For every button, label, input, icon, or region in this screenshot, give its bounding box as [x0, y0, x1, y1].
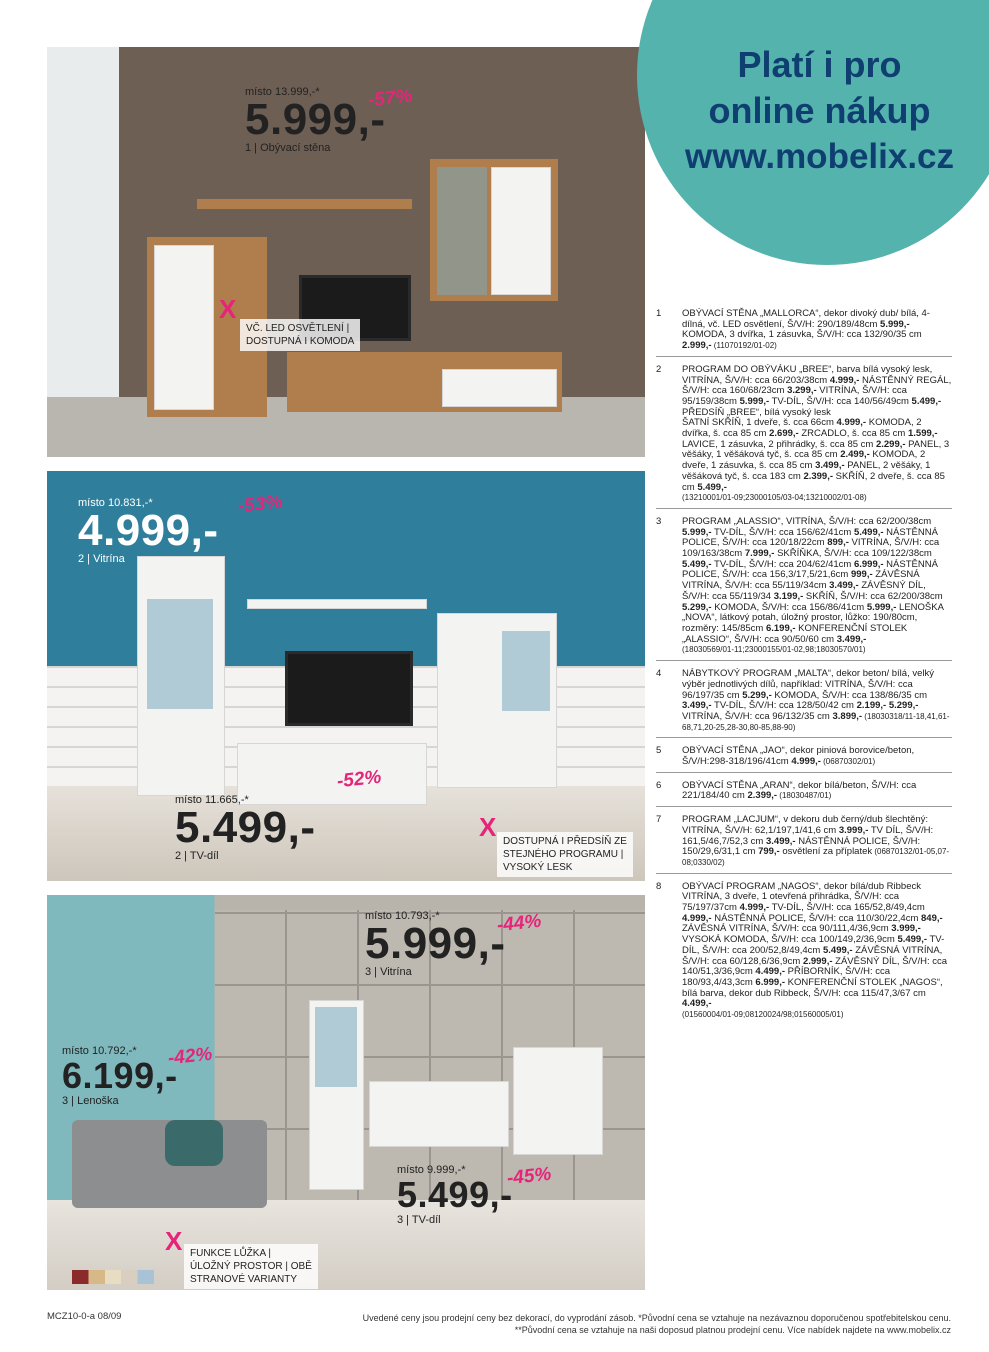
product-code: (18030569/01-11;23000155/01-02,98;18030570/01) — [682, 645, 866, 655]
text: TV-DÍL, Š/V/H: cca 200/52,8/49,4cm — [682, 934, 945, 956]
sale-price: 4.999,- — [78, 506, 219, 555]
discount-badge: -57% — [366, 85, 414, 112]
product-number: 4 — [656, 668, 662, 680]
feature-line: DOSTUPNÁ I KOMODA — [246, 336, 355, 347]
price: 5.299,- — [888, 700, 919, 712]
price: 7.999,- — [744, 548, 775, 560]
disclaimer-line-1: Uvedené ceny jsou prodejní ceny bez dekorací, do vyprodání zásob. *Původní cena se vztahuje na nezávaznou doporučenou spotřebitelskou cenu. — [362, 1313, 951, 1323]
text: KOMODA, 2 dveře, 1 zásuvka, š. cca 85 cm — [682, 449, 926, 472]
text: KONFERENČNÍ STOLEK „NAGOS“, bílá barva, dekor dub Ribbeck, Š/V/H: cca 115/47,3/67 cm — [682, 976, 943, 999]
text: PŘÍBORNÍK, Š/V/H: cca 180/93,4/43,3cm — [682, 966, 891, 988]
text: ZÁVĚSNÝ DÍL, Š/V/H: cca 140/51,3/36,9cm — [682, 955, 948, 978]
product-code: (06870302/01) — [820, 757, 876, 767]
product-number: 1 — [656, 308, 662, 319]
price: 899,- — [827, 537, 849, 549]
tv-screen — [285, 651, 413, 726]
color-swatches — [72, 1270, 154, 1284]
text: VITRÍNA, Š/V/H: cca 96/132/35 cm — [682, 710, 833, 722]
price: 5.299,- — [742, 689, 772, 701]
product-code: (18030487/01) — [777, 791, 832, 801]
text: PANEL, 3 věšáky, 1 věšáková tyč, š. cca 85 cm — [682, 438, 950, 461]
price: 3.499,- — [682, 700, 712, 712]
price-block-2 — [78, 497, 218, 565]
price: 3.499,- — [829, 580, 859, 592]
discount-badge: -42% — [166, 1043, 214, 1070]
product-item — [656, 306, 952, 357]
text: VITRÍNA, Š/V/H: 62,1/197,1/41,6 cm — [682, 824, 839, 836]
price-block-4 — [365, 910, 505, 978]
original-price: místo 9.999,-* — [397, 1164, 466, 1176]
sale-price: 5.999,- — [365, 919, 506, 968]
cabinet-door — [154, 245, 214, 410]
price: 3.199,- — [773, 590, 804, 602]
original-price: místo 13.999,-* — [245, 86, 320, 98]
discount-badge: -45% — [505, 1163, 553, 1190]
product-item — [656, 778, 952, 807]
product-label: 3 | Vitrína — [365, 966, 412, 978]
price: 5.499,- — [911, 395, 942, 407]
product-item — [656, 812, 952, 874]
product-description — [682, 309, 952, 352]
product-number: 2 — [656, 363, 662, 375]
text: TV-DÍL, Š/V/H: cca 128/50/42 cm — [711, 700, 857, 712]
text: KOMODA, 2 dvířka, š. cca 85 cm — [682, 417, 922, 440]
text: SKŘÍŇ, Š/V/H: cca 62/200/38cm — [803, 590, 943, 602]
text: PROGRAM „ALASSIO“, VITRÍNA, Š/V/H: cca 62/200/38cm — [682, 515, 932, 527]
cushion — [165, 1120, 223, 1166]
highboard — [513, 1047, 603, 1155]
glass-door — [437, 167, 487, 295]
glass-door — [147, 599, 213, 709]
text: VITRÍNA, Š/V/H: cca 109/163/38cm — [682, 537, 940, 560]
price: 1.599,- — [907, 428, 938, 440]
price: 6.999,- — [755, 976, 785, 988]
price: 2.999,- — [682, 340, 712, 352]
product-description — [682, 746, 952, 767]
product-description — [682, 882, 952, 1021]
glass-door — [502, 631, 550, 711]
discount-badge: -44% — [495, 910, 543, 937]
product-label: 3 | TV-díl — [397, 1214, 441, 1226]
footer-disclaimer — [291, 1312, 951, 1336]
price-block-6 — [397, 1164, 513, 1226]
price: 3.499,- — [836, 633, 867, 645]
text: LAVICE, 1 zásuvka, 2 přihrádky, š. cca 85 cm — [682, 438, 876, 450]
product-label: 3 | Lenoška — [62, 1095, 119, 1107]
price: 4.999,- — [791, 756, 821, 768]
price: 5.499,- — [697, 481, 727, 493]
text: LENOŠKA „NOVA“, látkový potah, úložný prostor, lůžko: 190/80cm, rozměry: 145/85cm — [682, 601, 944, 634]
original-price: místo 10.831,-* — [78, 497, 153, 509]
banner-line-2: online nákup — [708, 90, 931, 131]
text: TV-DÍL, Š/V/H: cca 156/62/41cm — [711, 526, 854, 538]
text: ZÁVĚSNÁ VITRÍNA, Š/V/H: cca 90/111,4/36,9cm — [682, 923, 892, 935]
text: PROGRAM DO OBÝVÁKU „BREE“, barva bílá vysoký lesk, VITRÍNA, Š/V/H: cca 66/203/38cm — [682, 363, 933, 386]
product-label: 2 | Vitrína — [78, 553, 125, 565]
wall-shelf — [197, 199, 412, 209]
text: PANEL, 2 věšáky, 1 věšáková tyč, š. cca 183 cm — [682, 460, 931, 482]
product-number: 3 — [656, 515, 662, 527]
product-label: 1 | Obývací stěna — [245, 142, 331, 154]
banner-line-1: Platí i pro — [737, 44, 902, 85]
text: KOMODA, Š/V/H: cca 138/86/35 cm — [771, 689, 928, 701]
product-description — [682, 517, 952, 656]
price: 4.999,- — [829, 374, 860, 386]
cabinet-door — [491, 167, 551, 295]
banner-url: www.mobelix.cz — [684, 137, 955, 176]
original-price: místo 11.665,-* — [175, 794, 249, 806]
sale-price: 6.199,- — [62, 1055, 178, 1096]
feature-line: ÚLOŽNÝ PROSTOR | OBĚ — [190, 1261, 312, 1272]
price: 5.499,- — [897, 934, 928, 946]
price: 5.499,- — [682, 558, 712, 570]
text: OBÝVACÍ STĚNA „JAO“, dekor piniová borovice/beton, Š/V/H:298-318/196/41cm — [682, 745, 915, 768]
price: 999,- — [850, 569, 873, 581]
feature-x-icon: X — [165, 1226, 183, 1256]
product-code: (06870132/01-05,07-08;0330/02) — [682, 847, 950, 867]
price: 799,- — [758, 846, 780, 858]
price: 4.499,- — [682, 998, 712, 1010]
original-price: místo 10.792,-* — [62, 1045, 137, 1057]
sale-price: 5.499,- — [175, 803, 316, 852]
wall-shelf — [247, 599, 427, 609]
price: 2.399,- — [747, 790, 778, 802]
text: OBÝVACÍ STĚNA „ARAN“, dekor bílá/beton, Š/V/H: cca 221/184/40 cm — [682, 779, 917, 802]
text: ZÁVĚSNÁ VITRÍNA, Š/V/H: cca 60/128,6/36,9cm — [682, 944, 943, 967]
price: 6.999,- — [853, 558, 884, 570]
text: PŘEDSÍŇ „BREE“, bílá vysoký lesk — [682, 406, 831, 418]
price: 2.199,- — [856, 700, 887, 712]
price: 3.299,- — [787, 385, 817, 397]
price: 2.299,- — [875, 438, 906, 450]
text: TV DÍL, Š/V/H: 161,5/46,7/52,3 cm — [682, 824, 934, 847]
text: ZRCADLO, š. cca 85 cm — [798, 428, 908, 440]
catalog-code: MCZ10-0-a 08/09 — [47, 1311, 122, 1322]
text: TV-DÍL, Š/V/H: cca 165/52,8/49,4cm — [769, 902, 925, 914]
discount-badge: -53% — [236, 491, 284, 518]
price-block-1 — [245, 86, 385, 154]
price: 2.699,- — [769, 428, 799, 440]
product-item — [656, 879, 952, 1025]
discount-badge: -52% — [335, 766, 383, 793]
feature-note-3 — [184, 1244, 318, 1289]
feature-line: STEJNÉHO PROGRAMU | — [503, 849, 624, 860]
text: OBÝVACÍ PROGRAM „NAGOS“, dekor bílá/dub Ribbeck VITRÍNA, 3 dveře, 1 otevřená přihrádka, Š/V/H: cca 75/197/37cm — [682, 880, 921, 914]
product-number: 8 — [656, 880, 662, 892]
product-item — [656, 514, 952, 661]
product-number: 5 — [656, 745, 662, 757]
product-description — [682, 365, 952, 504]
price: 849,- — [921, 912, 943, 924]
price: 5.999,- — [866, 601, 897, 613]
feature-line: VYSOKÝ LESK — [503, 862, 573, 873]
price: 6.199,- — [765, 622, 796, 634]
text: TV-DÍL, Š/V/H: cca 140/56/49cm — [769, 395, 912, 407]
price-block-5 — [62, 1045, 178, 1107]
product-item — [656, 362, 952, 509]
price: 2.499,- — [840, 449, 870, 461]
price: 3.899,- — [832, 710, 863, 722]
feature-x-icon: X — [219, 294, 237, 324]
feature-line: STRANOVÉ VARIANTY — [190, 1274, 298, 1285]
glass-door — [315, 1007, 357, 1087]
price: 5.999,- — [880, 318, 910, 330]
text: ZÁVĚSNÝ DÍL, Š/V/H: cca 55/119/34 — [682, 580, 926, 602]
price: 3.999,- — [838, 824, 869, 836]
price: 4.499,- — [755, 966, 785, 978]
online-banner-text — [650, 42, 989, 180]
price: 4.999,- — [739, 902, 770, 914]
disclaimer-line-2: **Původní cena se vztahuje na naši doposud platnou prodejní cenu. Více nabídek najdete na www.mobelix.cz — [514, 1325, 951, 1335]
original-price: místo 10.793,-* — [365, 910, 440, 922]
text: NÁSTĚNNÁ POLICE, Š/V/H: cca 156,3/17,5/21,6cm — [682, 558, 938, 581]
text: ŠATNÍ SKŘÍŇ, 1 dveře, š. cca 66cm — [682, 417, 837, 429]
sale-price: 5.499,- — [397, 1174, 513, 1215]
text: NÁSTĚNNÝ REGÁL, Š/V/H: cca 160/68/23cm — [682, 374, 952, 397]
feature-note-1 — [240, 319, 360, 351]
text: VYSOKÁ KOMODA, Š/V/H: cca 100/149,2/36,9cm — [682, 934, 898, 946]
text: NÁSTĚNNÁ POLICE, Š/V/H: cca 110/30/22,4cm — [711, 912, 922, 924]
text: VITRÍNA, Š/V/H: cca 95/159/38cm — [682, 385, 907, 407]
price: 5.999,- — [739, 395, 770, 407]
price: 5.999,- — [682, 526, 712, 538]
product-item — [656, 666, 952, 738]
feature-line: FUNKCE LŮŽKA | — [190, 1248, 271, 1259]
product-number: 7 — [656, 814, 662, 826]
feature-x-icon: X — [479, 812, 497, 842]
price: 3.499,- — [765, 835, 796, 847]
product-description — [682, 781, 952, 802]
text: KOMODA, Š/V/H: cca 156/86/41cm — [711, 601, 867, 613]
text: TV-DÍL, Š/V/H: cca 204/62/41cm — [711, 558, 854, 570]
tv-lowboard — [369, 1081, 509, 1147]
price: 3.999,- — [891, 923, 921, 935]
text: SKŘÍŇ, 2 dveře, š. cca 85 cm — [682, 470, 945, 493]
feature-line: DOSTUPNÁ I PŘEDSÍŇ ZE — [503, 836, 627, 847]
price: 5.499,- — [853, 526, 884, 538]
price: 3.499,- — [815, 460, 845, 472]
product-code: (01560004/01-09;08120024/98;01560005/01) — [682, 1010, 844, 1020]
text: PROGRAM „LACJUM“, v dekoru dub černý/dub šlechtěný: — [682, 814, 929, 826]
price: 5.499,- — [823, 944, 853, 956]
price: 4.999,- — [682, 912, 712, 924]
text: KONFERENČNÍ STOLEK „ALASSIO“, Š/V/H: cca 90/50/60 cm — [682, 622, 908, 645]
price: 5.299,- — [682, 601, 712, 613]
text: NÁBYTKOVÝ PROGRAM „MALTA“, dekor beton/ bílá, velký výběr jednotlivých dílů, například: VITRÍNA, Š/V/H: cca 96/197/35 cm — [682, 668, 935, 701]
feature-note-2 — [497, 832, 633, 877]
text: ZÁVĚSNÁ VITRÍNA, Š/V/H: cca 55/119/34cm — [682, 569, 920, 592]
product-description — [682, 815, 952, 869]
text: NÁSTĚNNÁ POLICE, Š/V/H: 150/29,6/31,1 cm — [682, 835, 921, 858]
price: 4.999,- — [836, 417, 867, 429]
product-code: (18030318/11-18,41,61-68,71,20-25,28-30,80-85,88-90) — [682, 711, 950, 732]
price: 2.999,- — [802, 955, 833, 967]
product-code: (11070192/01-02) — [711, 341, 777, 351]
product-number: 6 — [656, 779, 662, 791]
text: osvětlení za příplatek — [779, 846, 873, 858]
text: NÁSTĚNNÁ POLICE, Š/V/H: cca 120/18/22cm — [682, 526, 938, 549]
text: SKŘÍŇKA, Š/V/H: cca 109/122/38cm — [774, 548, 932, 560]
text: OBÝVACÍ STĚNA „MALLORCA“, dekor divoký dub/ bílá, 4-dílná, vč. LED osvětlení, Š/V/H: 290/189/48cm — [682, 308, 930, 330]
price: 2.399,- — [803, 470, 834, 482]
product-code: (13210001/01-09;23000105/03-04;13210002/01-08) — [682, 493, 867, 503]
product-label: 2 | TV-díl — [175, 850, 219, 862]
text: KOMODA, 3 dvířka, 1 zásuvka, Š/V/H: cca 132/90/35 cm — [682, 329, 922, 341]
price-block-3 — [175, 794, 315, 862]
sale-price: 5.999,- — [245, 95, 386, 144]
feature-line: VČ. LED OSVĚTLENÍ | — [246, 323, 350, 334]
product-description — [682, 669, 952, 733]
product-list — [656, 306, 952, 1030]
product-item — [656, 743, 952, 772]
lowboard-drawer — [442, 369, 557, 407]
